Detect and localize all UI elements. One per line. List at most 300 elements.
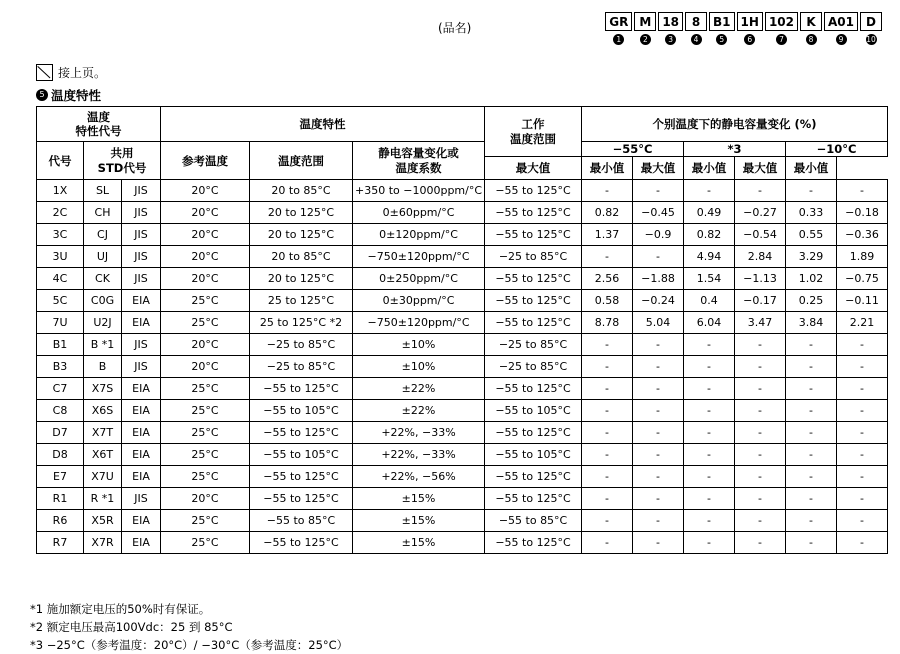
header-m55-max: 最大值 <box>485 157 582 180</box>
cell-m55-max: - <box>582 334 633 356</box>
cell-ref-temp: 20°C <box>161 488 250 510</box>
part-code-segment-4[interactable] <box>685 12 707 45</box>
cell-code: 3U <box>37 246 84 268</box>
cell-operating-range: −55 to 125°C <box>485 532 582 554</box>
product-name-label: (品名) <box>438 21 472 35</box>
cell-m10-min: 1.89 <box>837 246 888 268</box>
header-group-cap-change: 个别温度下的静电容量变化 (%) <box>582 107 888 142</box>
cell-temp-range: 20 to 125°C <box>250 224 353 246</box>
cell-ref-temp: 25°C <box>161 290 250 312</box>
part-code-index: 9 <box>836 34 847 45</box>
cell-standard-org: EIA <box>122 400 161 422</box>
cell-star3-max: - <box>684 334 735 356</box>
cell-code: 7U <box>37 312 84 334</box>
cell-std-code: SL <box>84 180 122 202</box>
header-group-temp-char: 温度特性 <box>161 107 485 142</box>
table-row <box>37 356 888 378</box>
cell-m10-max: 3.84 <box>786 312 837 334</box>
cell-m55-min: - <box>633 378 684 400</box>
table-row <box>37 334 888 356</box>
cell-m10-min: - <box>837 356 888 378</box>
table-row <box>37 444 888 466</box>
cell-star3-min: - <box>735 378 786 400</box>
cell-star3-max: - <box>684 180 735 202</box>
cell-star3-min: - <box>735 532 786 554</box>
cell-star3-min: - <box>735 488 786 510</box>
cell-m55-min: −0.9 <box>633 224 684 246</box>
cell-m10-min: - <box>837 488 888 510</box>
cell-ref-temp: 20°C <box>161 246 250 268</box>
cell-m55-max: 2.56 <box>582 268 633 290</box>
table-row <box>37 312 888 334</box>
cell-std-code: UJ <box>84 246 122 268</box>
cell-cap-change-coef: 0±250ppm/°C <box>353 268 485 290</box>
cell-temp-range: −55 to 85°C <box>250 510 353 532</box>
cell-m10-min: - <box>837 400 888 422</box>
cell-star3-max: 0.49 <box>684 202 735 224</box>
part-code-segment-10[interactable] <box>860 12 882 45</box>
cell-m55-min: - <box>633 246 684 268</box>
cell-code: 2C <box>37 202 84 224</box>
section-heading <box>36 86 101 104</box>
part-code-box[interactable]: 18 <box>658 12 683 31</box>
cell-temp-range: −25 to 85°C <box>250 356 353 378</box>
footnote-3: *3 −25°C（参考温度：20°C）/ −30°C（参考温度：25°C） <box>30 637 349 652</box>
cell-m10-max: 0.33 <box>786 202 837 224</box>
cell-standard-org: EIA <box>122 532 161 554</box>
cell-m55-max: - <box>582 510 633 532</box>
part-code-box[interactable]: GR <box>605 12 632 31</box>
cell-standard-org: JIS <box>122 268 161 290</box>
cell-m10-min: - <box>837 532 888 554</box>
cell-std-code: X7T <box>84 422 122 444</box>
continued-label: 接上页。 <box>58 66 107 80</box>
header-code: 代号 <box>37 142 84 180</box>
cell-ref-temp: 20°C <box>161 202 250 224</box>
header-m10-max: 最大值 <box>735 157 786 180</box>
header-ref-temp: 参考温度 <box>161 142 250 180</box>
cell-star3-max: 0.4 <box>684 290 735 312</box>
cell-standard-org: EIA <box>122 378 161 400</box>
cell-m10-min: - <box>837 422 888 444</box>
cell-star3-min: - <box>735 444 786 466</box>
cell-m55-min: - <box>633 488 684 510</box>
part-code-segment-9[interactable] <box>824 12 858 45</box>
cell-std-code: R *1 <box>84 488 122 510</box>
cell-m55-max: 8.78 <box>582 312 633 334</box>
cell-star3-min: −0.27 <box>735 202 786 224</box>
cell-star3-max: 1.54 <box>684 268 735 290</box>
cell-cap-change-coef: 0±30ppm/°C <box>353 290 485 312</box>
header-temp-star3: *3 <box>684 142 786 157</box>
cell-m55-min: - <box>633 422 684 444</box>
cell-temp-range: 20 to 85°C <box>250 180 353 202</box>
cell-ref-temp: 25°C <box>161 378 250 400</box>
cell-operating-range: −55 to 125°C <box>485 378 582 400</box>
table-row <box>37 180 888 202</box>
cell-temp-range: −55 to 125°C <box>250 378 353 400</box>
cell-code: B3 <box>37 356 84 378</box>
cell-standard-org: JIS <box>122 202 161 224</box>
cell-standard-org: JIS <box>122 334 161 356</box>
table-row <box>37 510 888 532</box>
cell-temp-range: −55 to 105°C <box>250 444 353 466</box>
part-code-segment-7[interactable] <box>765 12 798 45</box>
cell-standard-org: EIA <box>122 466 161 488</box>
cell-m10-max: - <box>786 466 837 488</box>
cell-std-code: B *1 <box>84 334 122 356</box>
cell-standard-org: JIS <box>122 224 161 246</box>
cell-temp-range: 25 to 125°C <box>250 290 353 312</box>
cell-std-code: C0G <box>84 290 122 312</box>
cell-m10-max: - <box>786 334 837 356</box>
cell-code: 1X <box>37 180 84 202</box>
cell-star3-min: - <box>735 334 786 356</box>
table-row <box>37 202 888 224</box>
cell-m55-min: - <box>633 510 684 532</box>
cell-m10-min: −0.18 <box>837 202 888 224</box>
cell-m55-min: 5.04 <box>633 312 684 334</box>
part-code-segment-5[interactable] <box>709 12 735 45</box>
cell-m55-max: 0.82 <box>582 202 633 224</box>
cell-star3-max: - <box>684 422 735 444</box>
cell-operating-range: −55 to 125°C <box>485 202 582 224</box>
part-code-box[interactable]: A01 <box>824 12 858 31</box>
cell-std-code: X6S <box>84 400 122 422</box>
cell-m10-min: - <box>837 444 888 466</box>
part-code-box[interactable]: K <box>800 12 822 31</box>
cell-temp-range: −55 to 125°C <box>250 488 353 510</box>
cell-m55-max: - <box>582 400 633 422</box>
part-code-index: 10 <box>866 35 876 44</box>
cell-m55-max: - <box>582 378 633 400</box>
cell-std-code: CJ <box>84 224 122 246</box>
cell-ref-temp: 25°C <box>161 532 250 554</box>
part-code-segment-8[interactable] <box>800 12 822 45</box>
footnote-1: *1 施加额定电压的50%时有保证。 <box>30 602 211 616</box>
cell-m10-max: - <box>786 510 837 532</box>
cell-code: C8 <box>37 400 84 422</box>
cell-star3-max: - <box>684 510 735 532</box>
part-code-segment-3[interactable] <box>658 12 683 45</box>
cell-ref-temp: 20°C <box>161 180 250 202</box>
cell-m10-min: 2.21 <box>837 312 888 334</box>
header-star3-min: 最小值 <box>684 157 735 180</box>
cell-std-code: B <box>84 356 122 378</box>
cell-operating-range: −55 to 125°C <box>485 268 582 290</box>
cell-operating-range: −55 to 125°C <box>485 466 582 488</box>
temperature-characteristics-table <box>36 106 888 554</box>
header-operating-line2: 温度范围 <box>510 131 557 146</box>
part-code-index: 1 <box>613 34 624 45</box>
header-cap-change-coef <box>353 142 485 180</box>
part-code-index: 6 <box>744 34 755 45</box>
part-code-box[interactable]: 8 <box>685 12 707 31</box>
cell-m55-min: - <box>633 356 684 378</box>
table-row <box>37 466 888 488</box>
cell-cap-change-coef: +22%, −56% <box>353 466 485 488</box>
header-star3-max: 最大值 <box>633 157 684 180</box>
cell-operating-range: −55 to 105°C <box>485 400 582 422</box>
cell-m10-min: −0.11 <box>837 290 888 312</box>
cell-m55-max: 1.37 <box>582 224 633 246</box>
part-code-index: 3 <box>665 34 676 45</box>
section-title-label: 温度特性 <box>51 88 102 103</box>
cell-m10-min: - <box>837 378 888 400</box>
cell-star3-min: - <box>735 180 786 202</box>
part-number-code-row <box>603 12 882 45</box>
cell-ref-temp: 25°C <box>161 312 250 334</box>
header-group-operating <box>485 107 582 157</box>
cell-cap-change-coef: ±15% <box>353 510 485 532</box>
cell-star3-max: - <box>684 532 735 554</box>
cell-standard-org: JIS <box>122 488 161 510</box>
cell-ref-temp: 25°C <box>161 400 250 422</box>
cell-star3-min: - <box>735 422 786 444</box>
part-code-segment-1[interactable] <box>605 12 632 45</box>
part-code-index: 8 <box>806 34 817 45</box>
cell-cap-change-coef: ±15% <box>353 532 485 554</box>
footnotes <box>30 601 348 654</box>
cell-m10-min: - <box>837 510 888 532</box>
cell-m55-max: - <box>582 246 633 268</box>
cell-m55-max: - <box>582 422 633 444</box>
cell-star3-min: −0.17 <box>735 290 786 312</box>
cell-m10-max: 3.29 <box>786 246 837 268</box>
cell-temp-range: −55 to 125°C <box>250 532 353 554</box>
cell-m55-max: - <box>582 356 633 378</box>
cell-m55-min: −0.45 <box>633 202 684 224</box>
cell-standard-org: EIA <box>122 510 161 532</box>
cell-code: R1 <box>37 488 84 510</box>
cell-operating-range: −55 to 125°C <box>485 224 582 246</box>
header-temp-range: 温度范围 <box>250 142 353 180</box>
cell-cap-change-coef: +22%, −33% <box>353 422 485 444</box>
part-code-index: 4 <box>691 34 702 45</box>
cell-cap-change-coef: ±22% <box>353 400 485 422</box>
cell-star3-min: - <box>735 466 786 488</box>
cell-operating-range: −55 to 125°C <box>485 488 582 510</box>
part-code-box[interactable]: 1H <box>737 12 763 31</box>
cell-standard-org: EIA <box>122 444 161 466</box>
cell-std-code: X7S <box>84 378 122 400</box>
header-group-code <box>37 107 161 142</box>
cell-operating-range: −55 to 105°C <box>485 444 582 466</box>
cell-m55-min: - <box>633 444 684 466</box>
cell-std-code: CK <box>84 268 122 290</box>
cell-m55-min: - <box>633 532 684 554</box>
header-operating-line1: 工作 <box>521 117 545 132</box>
cell-star3-min: - <box>735 356 786 378</box>
cell-star3-min: 2.84 <box>735 246 786 268</box>
cell-ref-temp: 20°C <box>161 224 250 246</box>
cell-operating-range: −55 to 125°C <box>485 422 582 444</box>
cell-ref-temp: 20°C <box>161 356 250 378</box>
cell-star3-max: 4.94 <box>684 246 735 268</box>
cell-star3-max: - <box>684 444 735 466</box>
cell-ref-temp: 25°C <box>161 510 250 532</box>
header-std-code <box>84 142 161 180</box>
cell-cap-change-coef: +350 to −1000ppm/°C <box>353 180 485 202</box>
cell-cap-change-coef: 0±120ppm/°C <box>353 224 485 246</box>
cell-m10-min: −0.36 <box>837 224 888 246</box>
cell-star3-min: - <box>735 400 786 422</box>
cell-operating-range: −25 to 85°C <box>485 356 582 378</box>
cell-cap-change-coef: ±10% <box>353 356 485 378</box>
cell-m55-min: - <box>633 466 684 488</box>
cell-std-code: X6T <box>84 444 122 466</box>
cell-standard-org: EIA <box>122 312 161 334</box>
cell-standard-org: EIA <box>122 290 161 312</box>
cell-ref-temp: 25°C <box>161 422 250 444</box>
cell-code: B1 <box>37 334 84 356</box>
cell-code: C7 <box>37 378 84 400</box>
cell-m10-max: 1.02 <box>786 268 837 290</box>
cell-operating-range: −55 to 125°C <box>485 312 582 334</box>
cell-m10-max: - <box>786 400 837 422</box>
cell-star3-min: −0.54 <box>735 224 786 246</box>
table-row <box>37 224 888 246</box>
header-area <box>0 0 900 58</box>
footnote-2: *2 额定电压最高100Vdc：25 到 85°C <box>30 619 233 634</box>
section-number-badge: 5 <box>36 89 48 101</box>
part-code-box[interactable]: M <box>634 12 656 31</box>
cell-m10-min: - <box>837 466 888 488</box>
cell-cap-change-coef: ±22% <box>353 378 485 400</box>
cell-m55-max: - <box>582 488 633 510</box>
table-row <box>37 488 888 510</box>
cell-std-code: X5R <box>84 510 122 532</box>
header-std-line1: 共用 <box>110 146 134 161</box>
cell-star3-min: 3.47 <box>735 312 786 334</box>
cell-std-code: U2J <box>84 312 122 334</box>
cell-standard-org: JIS <box>122 356 161 378</box>
cell-star3-max: 0.82 <box>684 224 735 246</box>
cell-m55-max: - <box>582 466 633 488</box>
cell-ref-temp: 25°C <box>161 466 250 488</box>
cell-m10-max: - <box>786 532 837 554</box>
table-header-row-1 <box>37 107 888 142</box>
cell-code: 5C <box>37 290 84 312</box>
cell-code: E7 <box>37 466 84 488</box>
cell-m10-max: - <box>786 422 837 444</box>
header-group-code-line2: 特性代号 <box>75 124 122 138</box>
cell-std-code: CH <box>84 202 122 224</box>
part-code-index: 5 <box>716 34 727 45</box>
cell-temp-range: 20 to 125°C <box>250 268 353 290</box>
cell-temp-range: −55 to 125°C <box>250 422 353 444</box>
cell-temp-range: 20 to 85°C <box>250 246 353 268</box>
cell-m55-max: - <box>582 180 633 202</box>
header-m55-min: 最小值 <box>582 157 633 180</box>
cell-m10-max: - <box>786 180 837 202</box>
table-row <box>37 422 888 444</box>
cell-m10-min: −0.75 <box>837 268 888 290</box>
table-body <box>37 180 888 554</box>
cell-star3-max: - <box>684 400 735 422</box>
cell-operating-range: −55 to 85°C <box>485 510 582 532</box>
cell-cap-change-coef: −750±120ppm/°C <box>353 312 485 334</box>
cell-m10-max: - <box>786 444 837 466</box>
cell-standard-org: EIA <box>122 422 161 444</box>
cell-m10-min: - <box>837 180 888 202</box>
cell-ref-temp: 20°C <box>161 268 250 290</box>
cell-temp-range: −55 to 125°C <box>250 466 353 488</box>
cell-cap-change-coef: +22%, −33% <box>353 444 485 466</box>
cell-standard-org: JIS <box>122 246 161 268</box>
cell-m10-max: 0.55 <box>786 224 837 246</box>
cell-m55-min: - <box>633 400 684 422</box>
cell-m10-max: - <box>786 488 837 510</box>
cell-m55-max: - <box>582 444 633 466</box>
cell-operating-range: −25 to 85°C <box>485 334 582 356</box>
cell-star3-min: −1.13 <box>735 268 786 290</box>
part-code-segment-2[interactable] <box>634 12 656 45</box>
table-row <box>37 246 888 268</box>
cell-ref-temp: 20°C <box>161 334 250 356</box>
header-m10-min: 最小值 <box>786 157 837 180</box>
cell-std-code: X7U <box>84 466 122 488</box>
table-row <box>37 268 888 290</box>
cell-cap-change-coef: −750±120ppm/°C <box>353 246 485 268</box>
cell-star3-max: - <box>684 356 735 378</box>
table-row <box>37 290 888 312</box>
table-row <box>37 400 888 422</box>
part-code-box[interactable]: B1 <box>709 12 735 31</box>
part-code-box[interactable]: D <box>860 12 882 31</box>
table-row <box>37 378 888 400</box>
cell-m55-min: −0.24 <box>633 290 684 312</box>
cell-m10-max: - <box>786 378 837 400</box>
cell-m55-max: - <box>582 532 633 554</box>
cell-m10-min: - <box>837 334 888 356</box>
cell-m10-max: 0.25 <box>786 290 837 312</box>
cell-standard-org: JIS <box>122 180 161 202</box>
cell-star3-min: - <box>735 510 786 532</box>
part-code-segment-6[interactable] <box>737 12 763 45</box>
header-temp-m10: −10°C <box>786 142 888 157</box>
header-coef-line2: 温度系数 <box>395 160 442 175</box>
continuation-arrow-icon <box>36 64 53 81</box>
cell-star3-max: - <box>684 488 735 510</box>
cell-operating-range: −55 to 125°C <box>485 290 582 312</box>
header-temp-m55: −55°C <box>582 142 684 157</box>
cell-temp-range: 25 to 125°C *2 <box>250 312 353 334</box>
header-coef-line1: 静电容量变化或 <box>378 146 459 161</box>
part-code-box[interactable]: 102 <box>765 12 798 31</box>
cell-code: 4C <box>37 268 84 290</box>
cell-code: D7 <box>37 422 84 444</box>
table-row <box>37 532 888 554</box>
cell-m55-max: 0.58 <box>582 290 633 312</box>
cell-ref-temp: 25°C <box>161 444 250 466</box>
cell-star3-max: - <box>684 466 735 488</box>
header-group-code-line1: 温度 <box>87 109 110 124</box>
cell-m55-min: - <box>633 334 684 356</box>
cell-cap-change-coef: ±10% <box>353 334 485 356</box>
cell-temp-range: 20 to 125°C <box>250 202 353 224</box>
cell-star3-max: 6.04 <box>684 312 735 334</box>
cell-code: R6 <box>37 510 84 532</box>
cell-operating-range: −25 to 85°C <box>485 246 582 268</box>
cell-m10-max: - <box>786 356 837 378</box>
part-code-index: 2 <box>640 34 651 45</box>
cell-cap-change-coef: 0±60ppm/°C <box>353 202 485 224</box>
cell-m55-min: −1.88 <box>633 268 684 290</box>
cell-cap-change-coef: ±15% <box>353 488 485 510</box>
continued-from-previous-page <box>36 64 106 81</box>
cell-star3-max: - <box>684 378 735 400</box>
